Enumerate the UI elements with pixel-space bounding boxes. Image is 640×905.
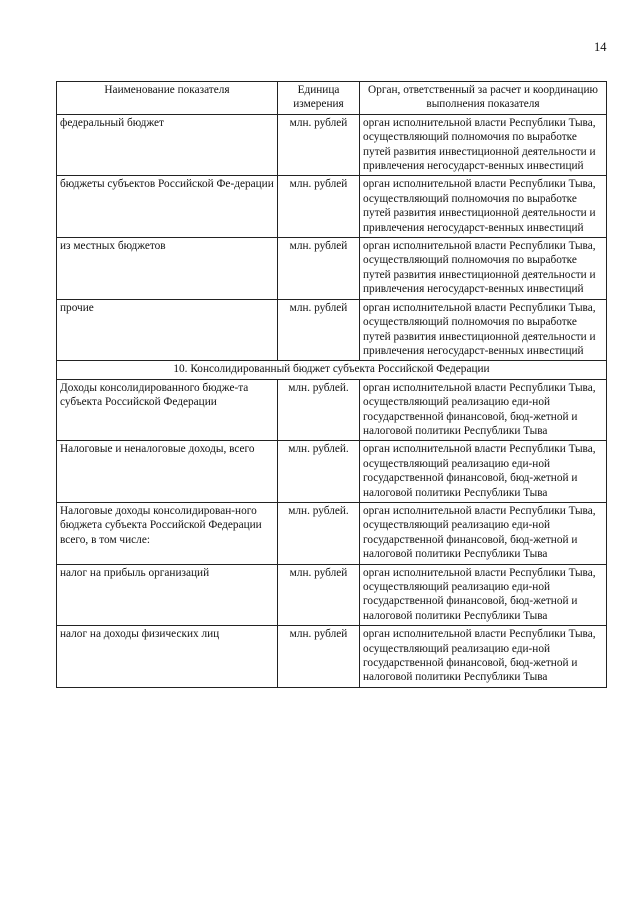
- responsible-org: орган исполнительной власти Республики Тыва, осуществляющий полномочия по выработке путей развития инвестиционной деятельности и привлечения негосударст-венных инвестиций: [360, 238, 607, 300]
- indicator-name: федеральный бюджет: [57, 114, 278, 176]
- table-row: [57, 238, 607, 300]
- indicator-name: Налоговые и неналоговые доходы, всего: [57, 441, 278, 503]
- indicator-unit: млн. рублей.: [278, 502, 360, 564]
- responsible-org: орган исполнительной власти Республики Тыва, осуществляющий полномочия по выработке путей развития инвестиционной деятельности и привлечения негосударст-венных инвестиций: [360, 299, 607, 361]
- indicator-name: прочие: [57, 299, 278, 361]
- indicator-unit: млн. рублей: [278, 626, 360, 688]
- indicator-unit: млн. рублей: [278, 238, 360, 300]
- responsible-org: орган исполнительной власти Республики Тыва, осуществляющий реализацию еди-ной государственной финансовой, бюд-жетной и налоговой политики Республики Тыва: [360, 502, 607, 564]
- indicator-unit: млн. рублей: [278, 114, 360, 176]
- indicator-unit: млн. рублей.: [278, 441, 360, 503]
- header-unit: Единица измерения: [278, 82, 360, 115]
- section-row: [57, 361, 607, 379]
- table-row: [57, 379, 607, 441]
- responsible-org: орган исполнительной власти Республики Тыва, осуществляющий реализацию еди-ной государственной финансовой, бюд-жетной и налоговой политики Республики Тыва: [360, 626, 607, 688]
- responsible-org: орган исполнительной власти Республики Тыва, осуществляющий реализацию еди-ной государственной финансовой, бюд-жетной и налоговой политики Республики Тыва: [360, 441, 607, 503]
- indicator-name: из местных бюджетов: [57, 238, 278, 300]
- section-title: 10. Консолидированный бюджет субъекта Российской Федерации: [57, 361, 607, 379]
- indicator-name: Доходы консолидированного бюдже-та субъекта Российской Федерации: [57, 379, 278, 441]
- indicator-unit: млн. рублей: [278, 564, 360, 626]
- table-row: [57, 176, 607, 238]
- table-row: [57, 441, 607, 503]
- indicator-name: налог на прибыль организаций: [57, 564, 278, 626]
- indicator-table: [56, 81, 607, 688]
- header-indicator-name: Наименование показателя: [57, 82, 278, 115]
- table-row: [57, 502, 607, 564]
- indicator-unit: млн. рублей: [278, 176, 360, 238]
- indicator-name: Налоговые доходы консолидирован-ного бюджета субъекта Российской Федерации всего, в том числе:: [57, 502, 278, 564]
- indicator-unit: млн. рублей: [278, 299, 360, 361]
- responsible-org: орган исполнительной власти Республики Тыва, осуществляющий реализацию еди-ной государственной финансовой, бюд-жетной и налоговой политики Республики Тыва: [360, 379, 607, 441]
- table-row: [57, 299, 607, 361]
- table-row: [57, 114, 607, 176]
- page-number: 14: [594, 40, 607, 54]
- indicator-unit: млн. рублей.: [278, 379, 360, 441]
- indicator-name: бюджеты субъектов Российской Фе-дерации: [57, 176, 278, 238]
- responsible-org: орган исполнительной власти Республики Тыва, осуществляющий полномочия по выработке путей развития инвестиционной деятельности и привлечения негосударст-венных инвестиций: [360, 114, 607, 176]
- table-row: [57, 626, 607, 688]
- responsible-org: орган исполнительной власти Республики Тыва, осуществляющий реализацию еди-ной государственной финансовой, бюд-жетной и налоговой политики Республики Тыва: [360, 564, 607, 626]
- responsible-org: орган исполнительной власти Республики Тыва, осуществляющий полномочия по выработке путей развития инвестиционной деятельности и привлечения негосударст-венных инвестиций: [360, 176, 607, 238]
- table-header-row: [57, 82, 607, 115]
- table-row: [57, 564, 607, 626]
- indicator-name: налог на доходы физических лиц: [57, 626, 278, 688]
- header-responsible-org: Орган, ответственный за расчет и координацию выполнения показателя: [360, 82, 607, 115]
